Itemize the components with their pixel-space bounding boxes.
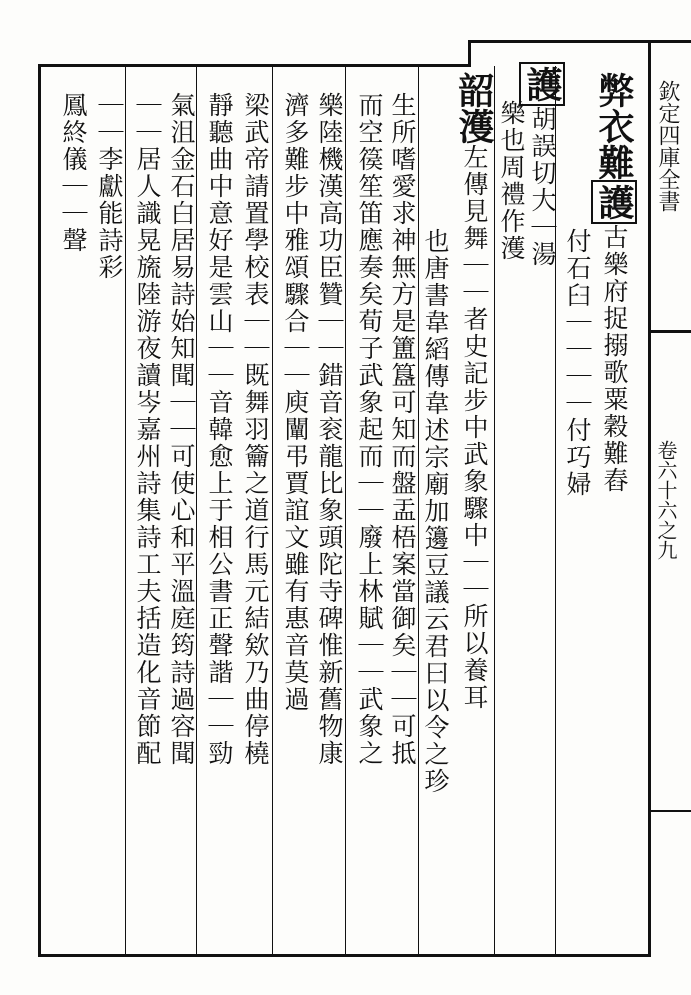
entry-text: 鳳終儀｜｜聲 [59,92,88,254]
column-rule [494,66,495,954]
entry-text: 樂陸機漢高功臣贊｜｜錯音衮龍比象頭陀寺碑惟新舊物康 [315,92,344,767]
entry-text: 胡誤切大｜湯 [528,106,557,268]
entry-text: 氣沮金石白居易詩始知聞｜｜可使心和平溫庭筠詩過容聞 [167,92,196,767]
column-rule [196,66,197,954]
volume-number: 卷六十六之九 [654,440,678,560]
entry-text: 生所嗜愛求神無方是簠簋可知而盤盂梧案當御矣｜｜可抵 [388,92,417,767]
text-column-15 [90,92,122,492]
entry-text: 左傳見舞｜｜者史記步中武象驟中｜｜所以養耳 [460,144,489,711]
text-column-16 [54,92,86,492]
text-column-14 [128,92,160,942]
entry-text: 而空篌笙笛應奏矣荀子武象起而｜｜廢上林賦｜｜武象之 [355,92,384,767]
text-column-4 [496,100,524,700]
entry-text: 濟多難步中雅頌驟合｜｜庾闡弔賈誼文雖有惠音莫過 [281,92,310,713]
text-column-10 [276,92,308,942]
column-rule [418,66,419,954]
text-column-7 [383,92,415,942]
entry-text: 梁武帝請置學校表｜｜既舞羽籥之道行馬元結欸乃曲停橈 [241,92,270,767]
text-column-6 [420,228,448,928]
text-column-5 [446,72,495,952]
text-column-3 [523,62,565,662]
column-rule [345,66,346,954]
frame-top-left [38,64,470,67]
entry-text: 古樂府捉搦歌粟穀難舂 [600,224,629,494]
entry-text: 也唐書韋縚傳韋述宗廟加籩豆議云君曰以令之珍 [421,228,450,795]
rhyme-heading-box: 護 [519,62,565,106]
text-column-12 [200,92,232,942]
entry-text: 付石臼｜｜｜｜付巧婦 [563,228,592,498]
book-title: 欽定四庫全書 [655,80,680,212]
fishtail-mark-lower [651,810,691,812]
text-column-9 [310,92,342,942]
entry-text: 靜聽曲中意好是雲山｜｜音韓愈上于相公書正聲諧｜｜勁 [205,92,234,767]
entry-headword: 韶濩 [453,72,495,144]
text-column-8 [350,92,382,942]
column-rule [272,66,273,954]
text-column-13 [162,92,194,942]
frame-left [38,64,41,957]
entry-headword: 弊衣難 [593,72,635,180]
text-column-11 [236,92,268,942]
fishtail-mark [651,330,691,333]
entry-text: 樂也周禮作濩 [497,100,526,262]
entry-text: ｜｜李獻能詩彩 [95,92,124,281]
column-rule [125,66,126,954]
rhyme-character-box: 護 [591,180,637,224]
frame-bottom [38,954,648,957]
frame-right-border [648,40,651,957]
frame-top-right [468,40,691,43]
entry-text: ｜｜居人識晃旒陸游夜讀岑嘉州詩集詩工夫括造化音節配 [133,92,162,767]
frame-step [468,40,471,67]
